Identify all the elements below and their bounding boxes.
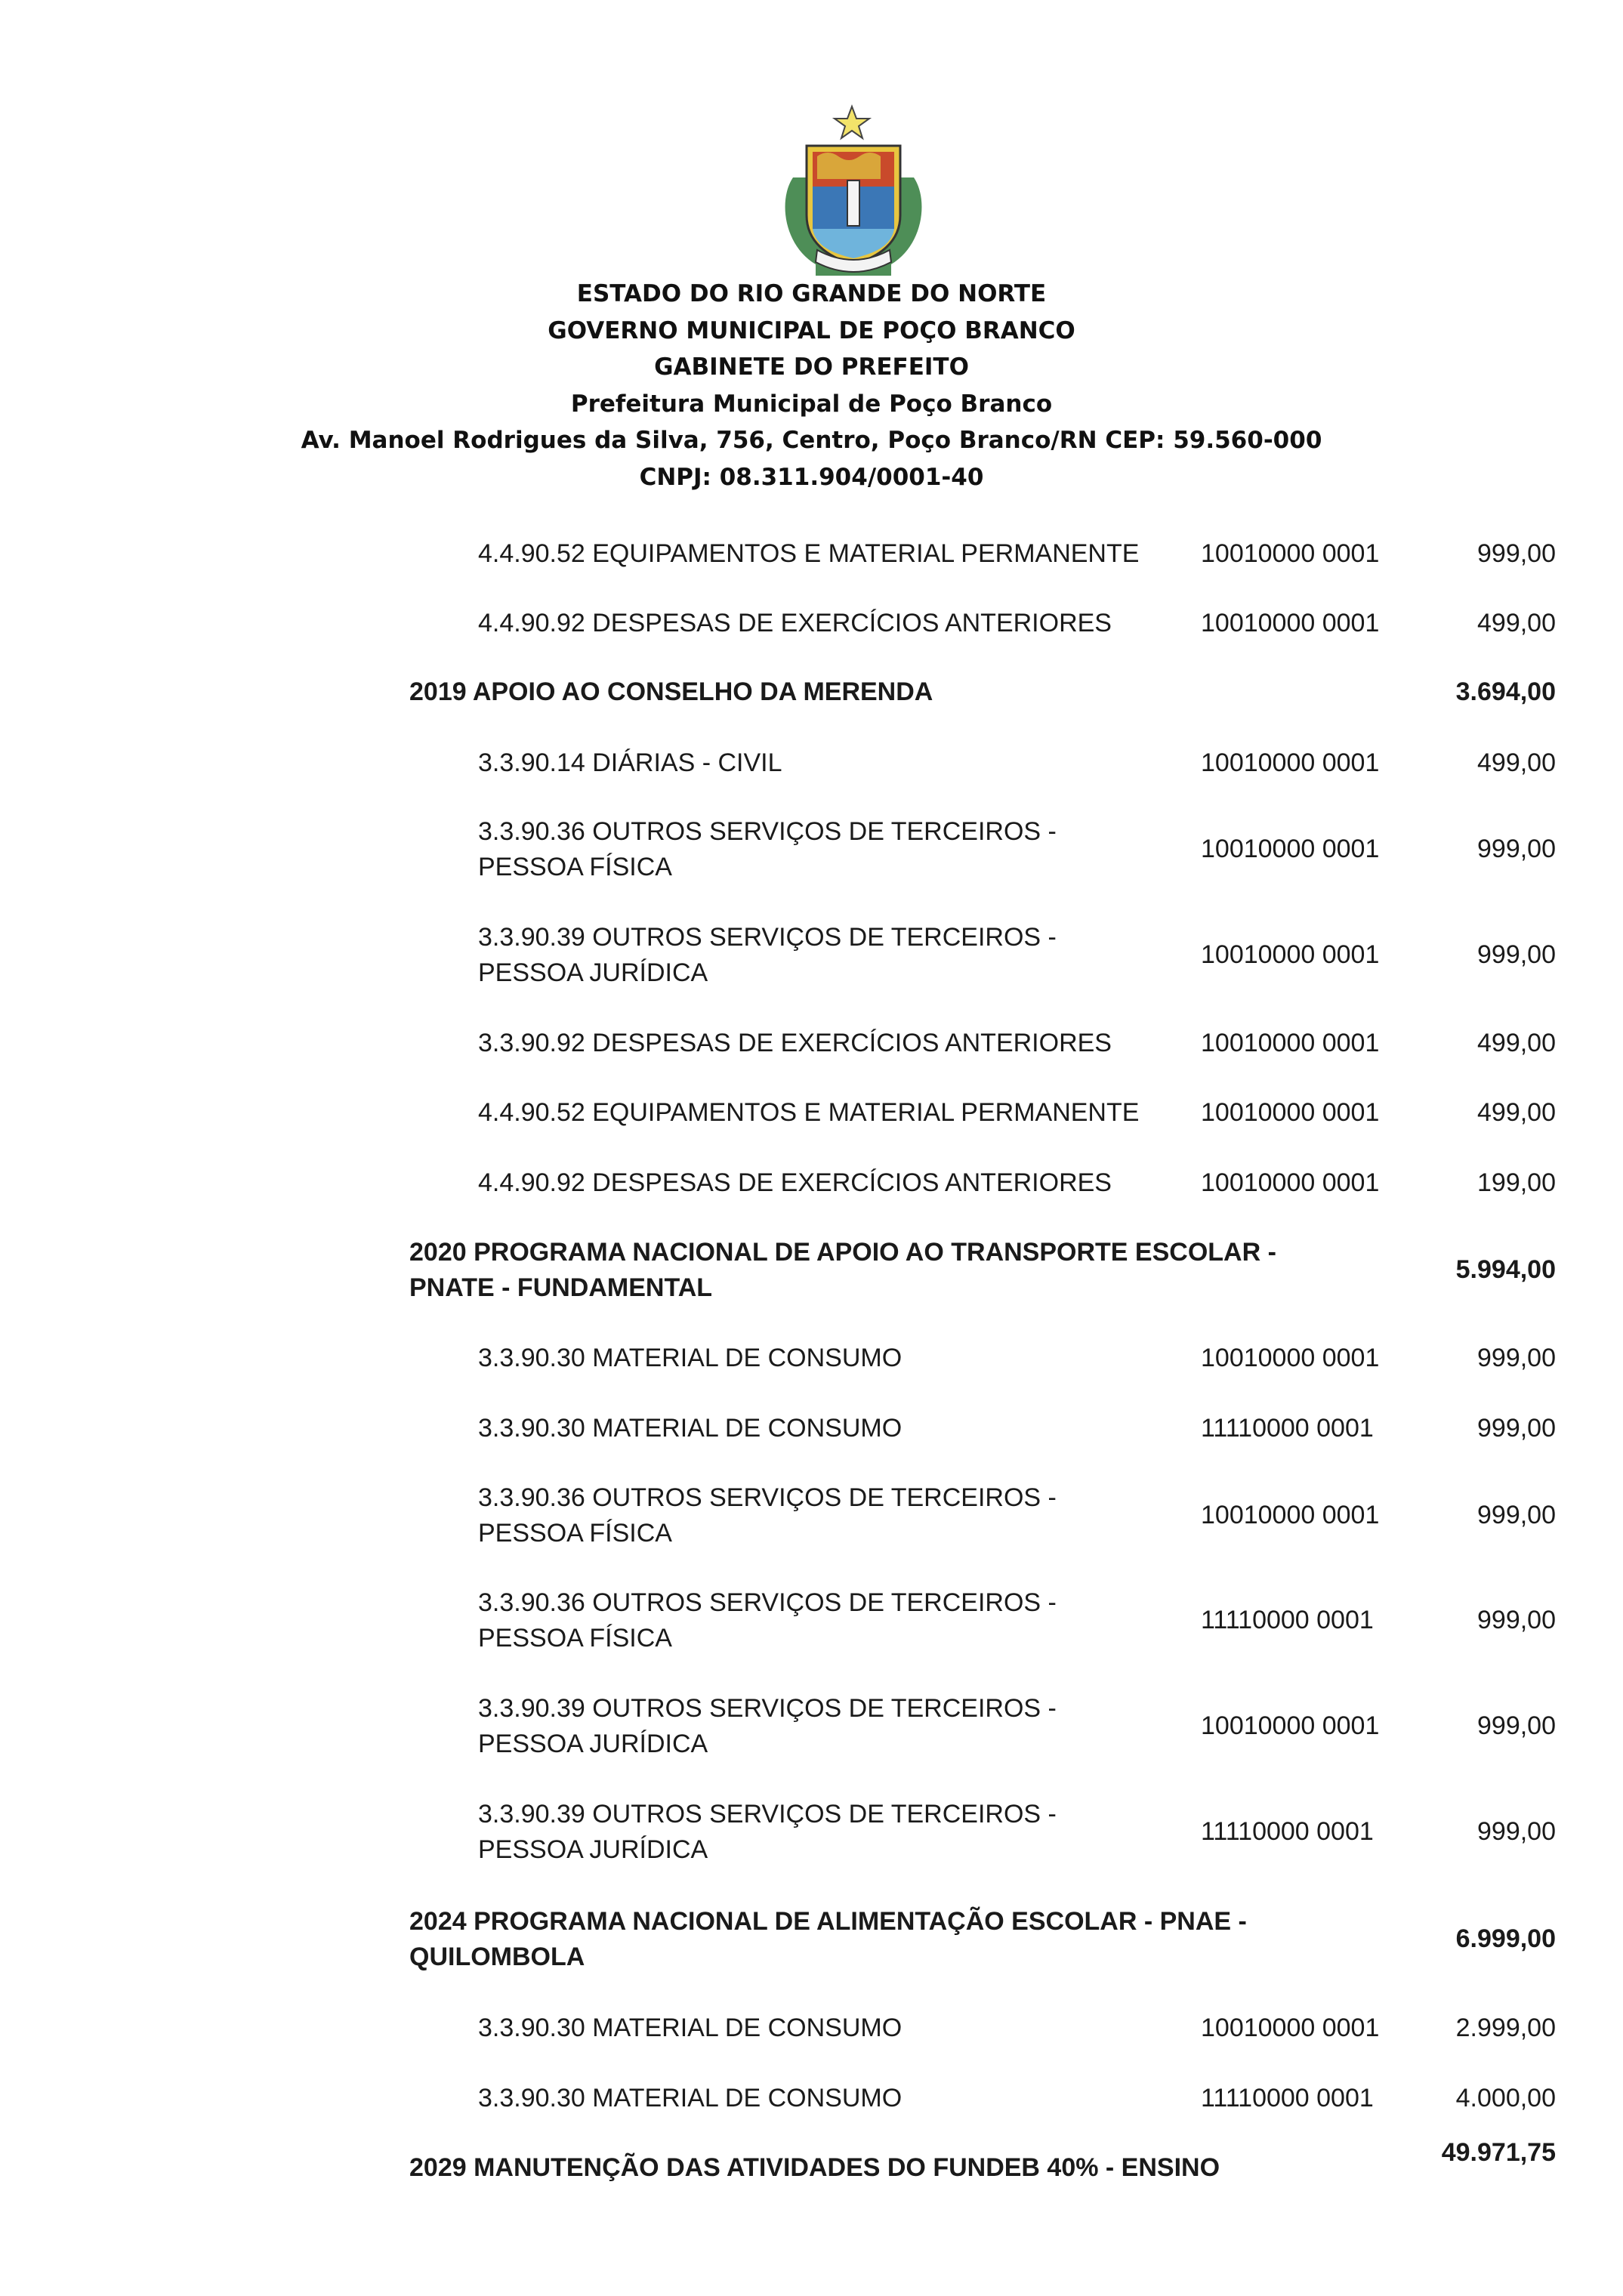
row-description-line: 3.3.90.36 OUTROS SERVIÇOS DE TERCEIROS - (478, 817, 1057, 846)
row-description (478, 1480, 1203, 1551)
row-description (478, 1691, 1203, 1762)
row-value: 999,00 (1477, 1817, 1556, 1846)
row-description-line: PESSOA FÍSICA (478, 1624, 672, 1653)
municipal-coat-of-arms-icon (770, 102, 936, 287)
row-description-line: 3.3.90.30 MATERIAL DE CONSUMO (478, 1414, 903, 1443)
row-description (478, 2081, 1203, 2116)
header-government: GOVERNO MUNICIPAL DE POÇO BRANCO (548, 316, 1075, 344)
row-description (478, 1585, 1203, 1656)
row-source-code: 11110000 0001 (1201, 2084, 1374, 2112)
row-description-line: 2020 PROGRAMA NACIONAL DE APOIO AO TRANSPORTE ESCOLAR - (409, 1238, 1276, 1267)
row-description-line: 4.4.90.92 DESPESAS DE EXERCÍCIOS ANTERIORES (478, 1168, 1112, 1197)
row-value: 999,00 (1477, 1501, 1556, 1529)
row-description (478, 1411, 1203, 1446)
row-value: 999,00 (1477, 1606, 1556, 1634)
row-source-code: 10010000 0001 (1201, 539, 1380, 568)
row-description (409, 2150, 1391, 2186)
header-office: GABINETE DO PREFEITO (654, 353, 969, 381)
row-value: 999,00 (1477, 539, 1556, 568)
row-description-line: PESSOA JURÍDICA (478, 1835, 708, 1864)
document-header (0, 276, 1623, 495)
row-value: 6.999,00 (1455, 1924, 1556, 1953)
row-description (478, 745, 1203, 781)
row-value: 4.000,00 (1455, 2084, 1556, 2112)
row-description (478, 2011, 1203, 2046)
row-description-line: 3.3.90.14 DIÁRIAS - CIVIL (478, 748, 782, 777)
row-value: 499,00 (1477, 748, 1556, 777)
header-address: Av. Manoel Rodrigues da Silva, 756, Centro, Poço Branco/RN CEP: 59.560-000 (301, 427, 1322, 454)
row-description (409, 1904, 1391, 1975)
row-description-line: 3.3.90.92 DESPESAS DE EXERCÍCIOS ANTERIORES (478, 1029, 1112, 1057)
row-value: 5.994,00 (1455, 1255, 1556, 1284)
row-description (478, 1026, 1203, 1061)
row-description (478, 814, 1203, 885)
row-description-line: 3.3.90.36 OUTROS SERVIÇOS DE TERCEIROS - (478, 1588, 1057, 1617)
row-description (478, 1341, 1203, 1376)
row-description (478, 1165, 1203, 1201)
row-description-line: 4.4.90.92 DESPESAS DE EXERCÍCIOS ANTERIORES (478, 609, 1112, 637)
row-description-line: PESSOA FÍSICA (478, 1519, 672, 1548)
header-cnpj: CNPJ: 08.311.904/0001-40 (639, 463, 984, 491)
row-value: 199,00 (1477, 1168, 1556, 1197)
row-description-line: 4.4.90.52 EQUIPAMENTOS E MATERIAL PERMANENTE (478, 1098, 1140, 1127)
row-source-code: 10010000 0001 (1201, 1098, 1380, 1127)
row-description-line: 2024 PROGRAMA NACIONAL DE ALIMENTAÇÃO ESCOLAR - PNAE - (409, 1907, 1247, 1936)
row-value: 999,00 (1477, 1344, 1556, 1372)
row-value: 999,00 (1477, 1414, 1556, 1443)
row-source-code: 10010000 0001 (1201, 609, 1380, 637)
row-value: 49.971,75 (1441, 2138, 1556, 2167)
row-description-line: 4.4.90.52 EQUIPAMENTOS E MATERIAL PERMANENTE (478, 539, 1140, 568)
row-description-line: 3.3.90.39 OUTROS SERVIÇOS DE TERCEIROS - (478, 923, 1057, 952)
row-value: 3.694,00 (1455, 677, 1556, 706)
row-description-line: QUILOMBOLA (409, 1943, 585, 1971)
row-source-code: 10010000 0001 (1201, 1501, 1380, 1529)
row-source-code: 10010000 0001 (1201, 2014, 1380, 2042)
row-value: 999,00 (1477, 1711, 1556, 1740)
row-value: 499,00 (1477, 1029, 1556, 1057)
row-description (478, 1797, 1203, 1868)
row-value: 999,00 (1477, 940, 1556, 969)
row-description-line: 3.3.90.30 MATERIAL DE CONSUMO (478, 1344, 903, 1372)
row-description (478, 1095, 1203, 1131)
row-value: 999,00 (1477, 835, 1556, 863)
row-description-line: 2029 MANUTENÇÃO DAS ATIVIDADES DO FUNDEB 40% - ENSINO (409, 2153, 1220, 2182)
row-source-code: 10010000 0001 (1201, 1711, 1380, 1740)
row-description-line: PESSOA FÍSICA (478, 853, 672, 881)
row-source-code: 10010000 0001 (1201, 1029, 1380, 1057)
row-source-code: 11110000 0001 (1201, 1414, 1374, 1443)
row-description (478, 606, 1203, 641)
row-source-code: 10010000 0001 (1201, 1344, 1380, 1372)
row-description-line: 3.3.90.39 OUTROS SERVIÇOS DE TERCEIROS - (478, 1694, 1057, 1723)
row-source-code: 10010000 0001 (1201, 748, 1380, 777)
row-source-code: 10010000 0001 (1201, 1168, 1380, 1197)
row-description (409, 674, 1391, 710)
row-value: 2.999,00 (1455, 2014, 1556, 2042)
row-description-line: 2019 APOIO AO CONSELHO DA MERENDA (409, 677, 933, 706)
row-description-line: 3.3.90.39 OUTROS SERVIÇOS DE TERCEIROS - (478, 1800, 1057, 1828)
row-description (409, 1235, 1391, 1306)
row-value: 499,00 (1477, 609, 1556, 637)
row-description (478, 536, 1203, 572)
row-source-code: 11110000 0001 (1201, 1817, 1374, 1846)
row-description-line: 3.3.90.30 MATERIAL DE CONSUMO (478, 2084, 903, 2112)
row-source-code: 10010000 0001 (1201, 835, 1380, 863)
row-source-code: 11110000 0001 (1201, 1606, 1374, 1634)
row-description-line: PESSOA JURÍDICA (478, 1730, 708, 1758)
header-prefecture: Prefeitura Municipal de Poço Branco (570, 390, 1053, 418)
row-value: 499,00 (1477, 1098, 1556, 1127)
row-description-line: 3.3.90.36 OUTROS SERVIÇOS DE TERCEIROS - (478, 1483, 1057, 1512)
row-description-line: PESSOA JURÍDICA (478, 958, 708, 987)
row-description (478, 920, 1203, 991)
row-description-line: 3.3.90.30 MATERIAL DE CONSUMO (478, 2014, 903, 2042)
row-source-code: 10010000 0001 (1201, 940, 1380, 969)
header-state: ESTADO DO RIO GRANDE DO NORTE (576, 280, 1047, 307)
row-description-line: PNATE - FUNDAMENTAL (409, 1273, 713, 1302)
